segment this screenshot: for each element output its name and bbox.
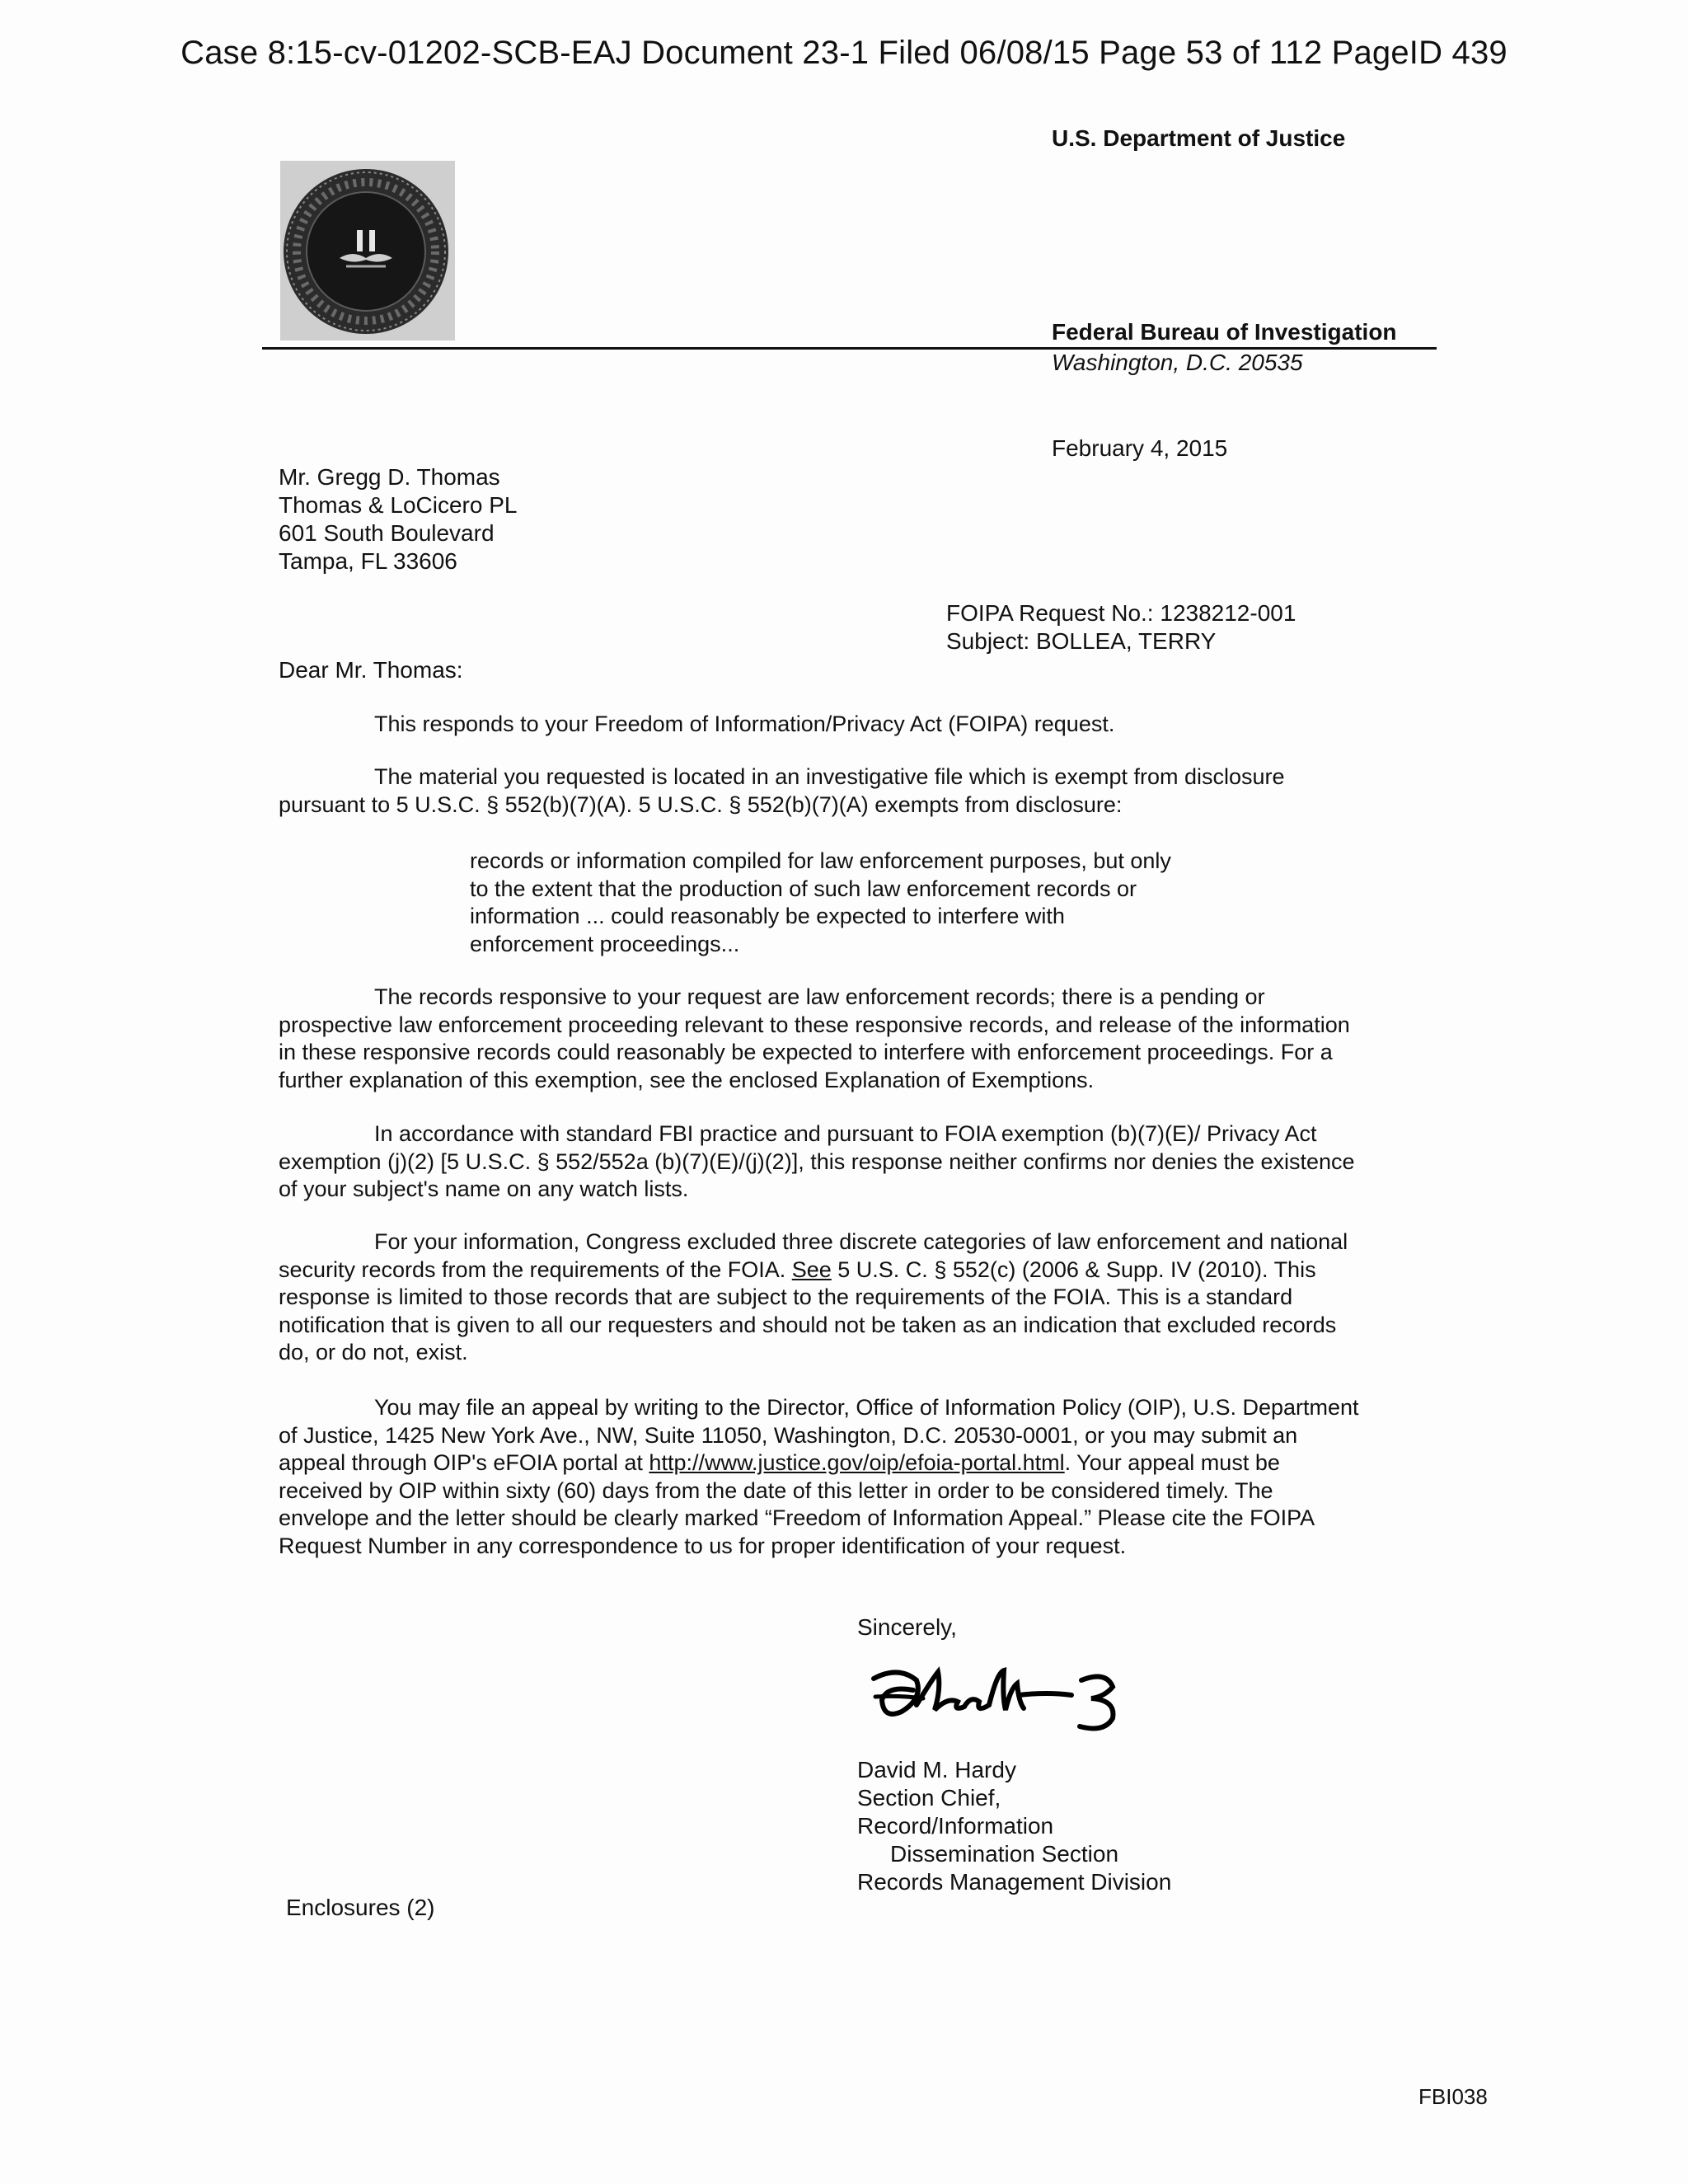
recipient-line: Thomas & LoCicero PL — [279, 492, 518, 518]
request-number: FOIPA Request No.: 1238212-001 — [946, 600, 1296, 626]
recipient-address — [279, 463, 517, 575]
text-segment: . Your appeal must be — [1064, 1450, 1280, 1475]
paragraph-line: For your information, Congress excluded three discrete categories of law enforcement and national — [374, 1229, 1348, 1254]
paragraph-line: Request Number in any correspondence to us for proper identification of your request. — [279, 1533, 1127, 1558]
fbi-seal-icon — [280, 161, 455, 341]
paragraph-line: The records responsive to your request are law enforcement records; there is a pending or — [374, 984, 1265, 1009]
paragraph-line: response is limited to those records that are subject to the requirements of the FOIA. This is a standard — [279, 1285, 1293, 1309]
paragraph-line: You may file an appeal by writing to the Director, Office of Information Policy (OIP), U.S. Department — [374, 1395, 1359, 1420]
paragraph-line: envelope and the letter should be clearly marked “Freedom of Information Appeal.” Please cite the FOIPA — [279, 1505, 1315, 1530]
recipient-line: 601 South Boulevard — [279, 520, 495, 546]
text-segment: 5 U.S. C. § 552(c) (2006 & Supp. IV (2010). This — [831, 1256, 1316, 1282]
salutation: Dear Mr. Thomas: — [279, 657, 463, 683]
paragraph-line: in these responsive records could reasonably be expected to interfere with enforcement proceedings. For a — [279, 1040, 1333, 1064]
paragraph-line: prospective law enforcement proceeding relevant to these responsive records, and release of the information — [279, 1012, 1350, 1037]
bureau-name: Federal Bureau of Investigation — [1052, 319, 1397, 345]
quote-line: information ... could reasonably be expected to interfere with — [470, 904, 1065, 928]
paragraph-line — [279, 1256, 1432, 1285]
bates-number: FBI038 — [1418, 2084, 1488, 2109]
quote-line: to the extent that the production of such law enforcement records or — [470, 876, 1137, 901]
paragraph-line: In accordance with standard FBI practice and pursuant to FOIA exemption (b)(7)(E)/ Privacy Act — [374, 1121, 1317, 1146]
recipient-line: Mr. Gregg D. Thomas — [279, 464, 500, 490]
paragraph-line: This responds to your Freedom of Information/Privacy Act (FOIPA) request. — [374, 712, 1115, 736]
signer-name: David M. Hardy — [857, 1757, 1016, 1782]
paragraph-line: pursuant to 5 U.S.C. § 552(b)(7)(A). 5 U.S.C. § 552(b)(7)(A) exempts from disclosure: — [279, 791, 1123, 817]
paragraph-6 — [279, 1394, 1432, 1560]
paragraph-line: do, or do not, exist. — [279, 1340, 468, 1364]
see-citation: See — [791, 1256, 832, 1282]
paragraph-line: further explanation of this exemption, see the enclosed Explanation of Exemptions. — [279, 1067, 1095, 1092]
signer-title: Record/Information — [857, 1813, 1054, 1839]
bureau-address: Washington, D.C. 20535 — [1052, 350, 1303, 375]
text-segment: security records from the requirements of the FOIA. — [279, 1256, 792, 1282]
paragraph-2 — [279, 763, 1432, 819]
paragraph-1 — [279, 711, 1432, 739]
paragraph-line — [279, 1449, 1432, 1477]
closing: Sincerely, — [857, 1614, 957, 1640]
department-name: U.S. Department of Justice — [1052, 125, 1346, 151]
paragraph-line: of your subject's name on any watch lists. — [279, 1177, 689, 1201]
signer-block — [857, 1756, 1171, 1896]
efoia-portal-link[interactable]: http://www.justice.gov/oip/efoia-portal.html — [649, 1450, 1065, 1475]
signer-title: Records Management Division — [857, 1869, 1172, 1895]
paragraph-4 — [279, 1120, 1432, 1204]
paragraph-3 — [279, 984, 1432, 1094]
handwritten-signature-icon — [865, 1647, 1129, 1738]
letter-date: February 4, 2015 — [1052, 435, 1228, 461]
paragraph-line: received by OIP within sixty (60) days from the date of this letter in order to be considered timely. The — [279, 1477, 1273, 1503]
paragraph-line: exemption (j)(2) [5 U.S.C. § 552/552a (b)(7)(E)/(j)(2)], this response neither confirms nor denies the existence — [279, 1148, 1355, 1174]
case-header: Case 8:15-cv-01202-SCB-EAJ Document 23-1 Filed 06/08/15 Page 53 of 112 PageID 439 — [181, 35, 1507, 71]
paragraph-line: The material you requested is located in an investigative file which is exempt from disclosure — [374, 764, 1285, 789]
paragraph-5 — [279, 1228, 1432, 1367]
paragraph-line: notification that is given to all our requesters and should not be taken as an indication that excluded records — [279, 1312, 1337, 1337]
reference-block — [946, 599, 1296, 655]
quote-line: enforcement proceedings... — [470, 931, 740, 956]
quote-line: records or information compiled for law enforcement purposes, but only — [470, 848, 1171, 873]
text-segment: appeal through OIP's eFOIA portal at — [279, 1450, 649, 1475]
signer-title: Section Chief, — [857, 1785, 1001, 1811]
request-subject: Subject: BOLLEA, TERRY — [946, 628, 1217, 654]
enclosures-note: Enclosures (2) — [286, 1895, 435, 1920]
paragraph-line: of Justice, 1425 New York Ave., NW, Suite 11050, Washington, D.C. 20530-0001, or you may submit an — [279, 1422, 1298, 1448]
signer-title: Dissemination Section — [890, 1841, 1119, 1867]
statute-quote — [470, 848, 1624, 958]
recipient-line: Tampa, FL 33606 — [279, 548, 457, 574]
